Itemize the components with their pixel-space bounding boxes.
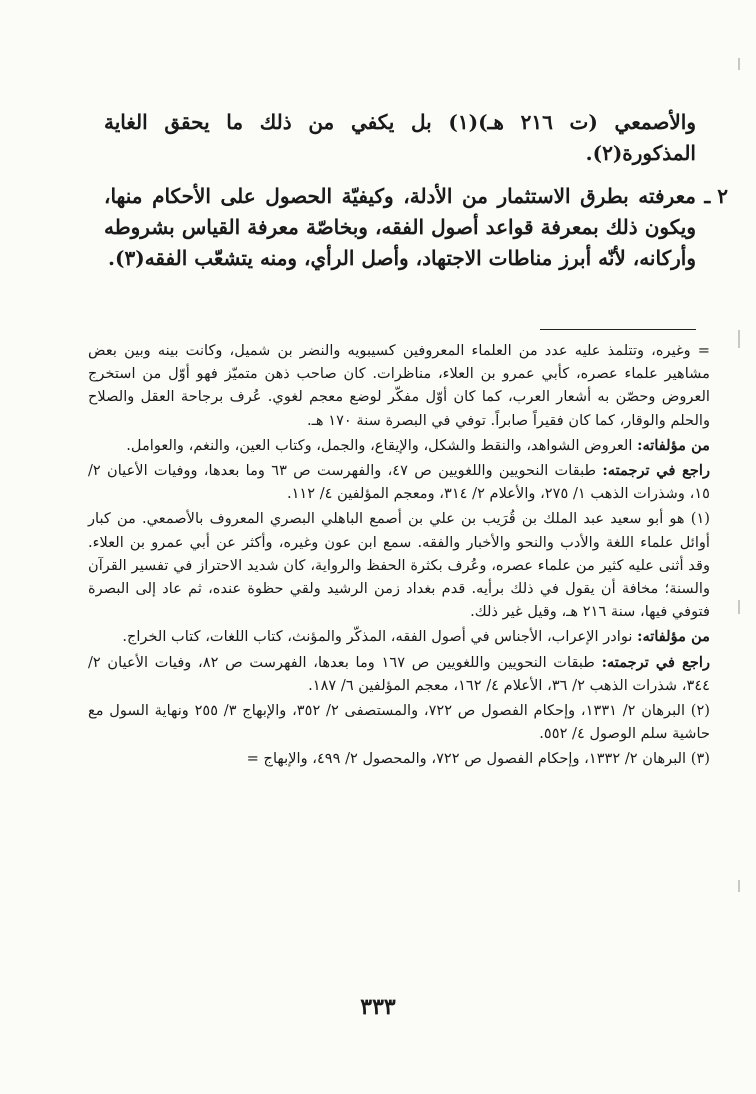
paragraph-text: والأصمعي (ت ٢١٦ هـ)(١) بل يكفي من ذلك ما يحقق الغاية المذكورة(٢). <box>104 110 697 165</box>
list-number: ٢ ـ <box>704 184 728 208</box>
scan-edge-mark <box>738 600 740 614</box>
footnote-works <box>88 434 710 457</box>
ref-label: راجع في ترجمته: <box>602 462 710 480</box>
footnote-text: البرهان ٢/ ١٣٣١، وإحكام الفصول ص ٧٢٢، والمستصفى ٢/ ٣٥٢، والإبهاج ٣/ ٢٥٥ ونهاية السول مع حاشية سلم الوصول ٤/ ٥٥٢. <box>88 702 710 743</box>
footnote-1 <box>88 507 710 697</box>
works-label: من مؤلفاته: <box>637 436 710 454</box>
scan-edge-mark <box>738 330 740 348</box>
page-number: ٣٣٣ <box>360 994 396 1020</box>
works-text: العروض الشواهد، والنقط والشكل، والإيقاع، والجمل، وكتاب العين، والنغم، والعوامل. <box>126 436 633 454</box>
footnote-marker: (٢) <box>690 702 710 720</box>
works-label: من مؤلفاته: <box>637 628 710 646</box>
main-text <box>104 107 728 274</box>
ref-label: راجع في ترجمته: <box>601 653 711 671</box>
scan-edge-mark <box>738 880 740 892</box>
footnote-bio: = وغيره، وتتلمذ عليه عدد من العلماء المعروفين كسيبويه والنضر بن شميل، وكانت بينه وبين بعض مشاهير علماء عصره، كأبي عمرو بن العلاء، مناظرات. كان صاحب ذهن متميّز فهو أوّل من استخرج العروض وحصّن به أشعار العرب، كما كان أوّل مفكّر لوضع معجم لغوي. عُرف برجاحة العقل والصلاح والحلم والوقار، كما كان فقيراً صابراً. توفي في البصرة سنة ١٧٠ هـ. <box>88 342 710 429</box>
footnote-works <box>88 625 710 648</box>
works-text: نوادر الإعراب، الأجناس في أصول الفقه، المذكّر والمؤنث، كتاب اللغات، كتاب الخراج. <box>122 628 633 646</box>
paragraph-continuation <box>104 107 696 169</box>
ref-text: طبقات النحويين واللغويين ص ٤٧، والفهرست ص ٦٣ وما بعدها، ووفيات الأعيان ٢/ ١٥، وشذرات الذهب ١/ ٢٧٥، والأعلام ٢/ ٣١٤، ومعجم المؤلفين ٤/ ١١٢. <box>88 462 710 503</box>
footnote-references <box>88 459 710 505</box>
footnote-marker: (١) <box>690 510 710 528</box>
footnote-separator <box>540 329 696 330</box>
footnote-2 <box>88 699 710 745</box>
footnote-3 <box>88 747 710 770</box>
list-item-2 <box>104 181 728 274</box>
footnote-text: البرهان ٢/ ١٣٣٢، وإحكام الفصول ص ٧٢٢، والمحصول ٢/ ٤٩٩، والإبهاج = <box>246 750 687 768</box>
footnotes <box>88 339 710 771</box>
scan-edge-mark <box>738 58 740 70</box>
footnote-continuation <box>88 339 710 505</box>
ref-text: طبقات النحويين واللغويين ص ١٦٧ وما بعدها، الفهرست ص ٨٢، وفيات الأعيان ٢/ ٣٤٤، شذرات الذهب ٢/ ٣٦، الأعلام ٤/ ١٦٢، معجم المؤلفين ٦/ ١٨٧. <box>88 653 710 694</box>
footnote-text: هو أبو سعيد عبد الملك بن قُرَيب بن علي بن أصمع الباهلي البصري المعروف بالأصمعي. من كبار أوائل علماء اللغة والأدب والنحو والأخبار والفقه. سمع ابن عون وغيره، وأكثر عن أبي عمرو بن العلاء. وقد أثنى عليه كثير من علماء عصره، وعُرف بكثرة الحفظ والرواية، كان شديد الاحتراز في تفسير القرآن والسنة؛ مخافة أن يقول في ذلك برأيه. قدم بغداد زمن الرشيد ولقي حظوة عنده، ثم عاد إلى البصرة فتوفي فيها، سنة ٢١٦ هـ، وقيل غير ذلك. <box>88 510 710 621</box>
footnote-references <box>88 651 710 697</box>
footnote-marker: (٣) <box>690 750 710 768</box>
list-item-text: معرفته بطرق الاستثمار من الأدلة، وكيفيّة الحصول على الأحكام منها، ويكون ذلك بمعرفة قواعد أصول الفقه، وبخاصّة معرفة القياس بشروطه وأركانه، لأنّه أبرز مناطات الاجتهاد، وأصل الرأي، ومنه يتشعّب الفقه(٣). <box>104 184 696 270</box>
